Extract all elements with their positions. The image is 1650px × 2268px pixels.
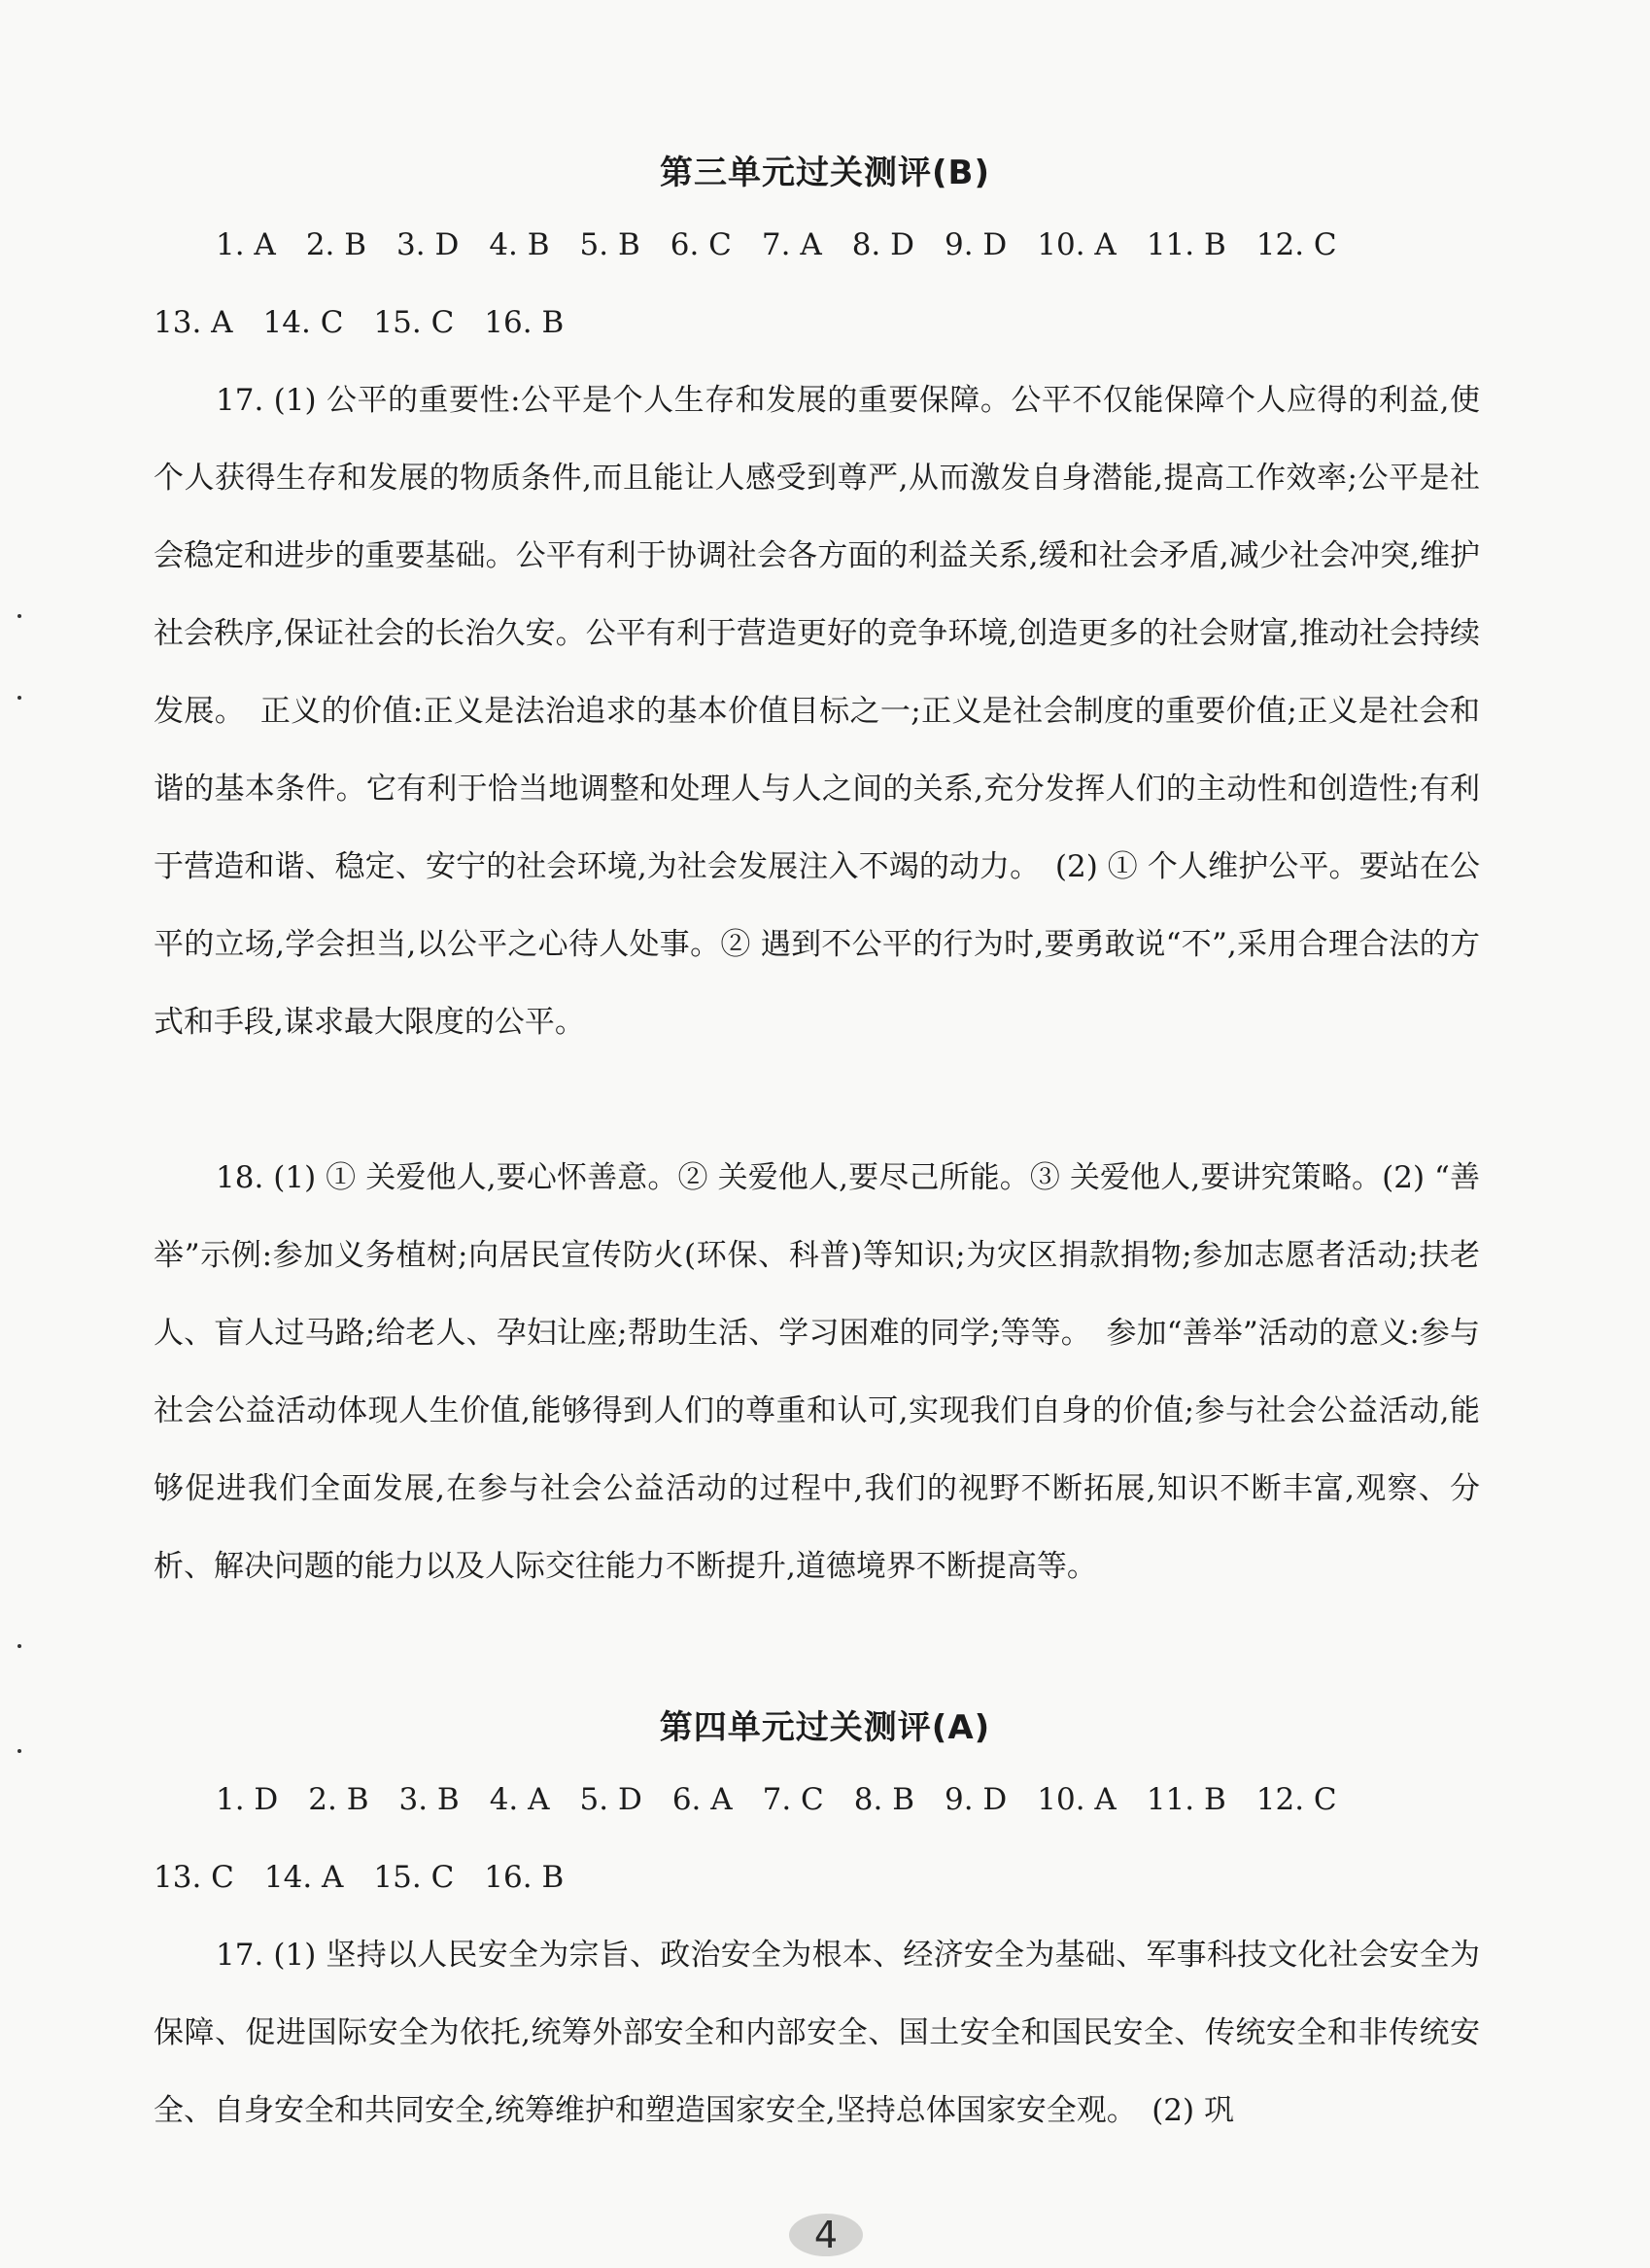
choice-answers-line-1: 1. D 2. B 3. B 4. A 5. D 6. A 7. C 8. B 9. D 10. A 11. B 12. C [216, 1782, 1337, 1817]
scan-mark [17, 696, 21, 700]
scan-mark [17, 1644, 21, 1648]
answer-q17: 17. (1) 坚持以人民安全为宗旨、政治安全为根本、经济安全为基础、军事科技文化社会安全为保障、促进国际安全为依托,统筹外部安全和内部安全、国土安全和国民安全、传统安全和非传统安全、自身安全和共同安全,统筹维护和塑造国家安全,坚持总体国家安全观。 (2) 巩 [154, 1938, 1480, 2128]
page-number-badge [789, 2214, 863, 2256]
section-title-unit4-a: 第四单元过关测评(A) [659, 1708, 991, 1747]
scan-mark [17, 1749, 21, 1753]
scan-mark [17, 614, 21, 618]
choice-answers-line-2: 13. A 14. C 15. C 16. B [154, 305, 565, 340]
section-title-unit3-b: 第三单元过关测评(B) [660, 154, 990, 192]
choice-answers-line-1: 1. A 2. B 3. D 4. B 5. B 6. C 7. A 8. D 9. D 10. A 11. B 12. C [216, 227, 1337, 262]
page-number: 4 [813, 2214, 839, 2256]
answer-q17: 17. (1) 公平的重要性:公平是个人生存和发展的重要保障。公平不仅能保障个人应得的利益,使个人获得生存和发展的物质条件,而且能让人感受到尊严,从而激发自身潜能,提高工作效率;公平是社会稳定和进步的重要基础。公平有利于协调社会各方面的利益关系,缓和社会矛盾,减少社会冲突,维护社会秩序,保证社会的长治久安。公平有利于营造更好的竞争环境,创造更多的社会财富,推动社会持续发展。 正义的价值:正义是法治追求的基本价值目标之一;正义是社会制度的重要价值;正义是社会和谐的基本条件。它有利于恰当地调整和处理人与人之间的关系,充分发挥人们的主动性和创造性;有利于营造和谐、稳定、安宁的社会环境,为社会发展注入不竭的动力。 (2) ① 个人维护公平。要站在公平的立场,学会担当,以公平之心待人处事。② 遇到不公平的行为时,要勇敢说“不”,采用合理合法的方式和手段,谋求最大限度的公平。 [154, 383, 1480, 1040]
answer-q18: 18. (1) ① 关爱他人,要心怀善意。② 关爱他人,要尽己所能。③ 关爱他人,要讲究策略。(2) “善举”示例:参加义务植树;向居民宣传防火(环保、科普)等知识;为灾区捐款捐物;参加志愿者活动;扶老人、盲人过马路;给老人、孕妇让座;帮助生活、学习困难的同学;等等。 参加“善举”活动的意义:参与社会公益活动体现人生价值,能够得到人们的尊重和认可,实现我们自身的价值;参与社会公益活动,能够促进我们全面发展,在参与社会公益活动的过程中,我们的视野不断拓展,知识不断丰富,观察、分析、解决问题的能力以及人际交往能力不断提升,道德境界不断提高等。 [154, 1160, 1480, 1584]
choice-answers-line-2: 13. C 14. A 15. C 16. B [154, 1860, 565, 1895]
